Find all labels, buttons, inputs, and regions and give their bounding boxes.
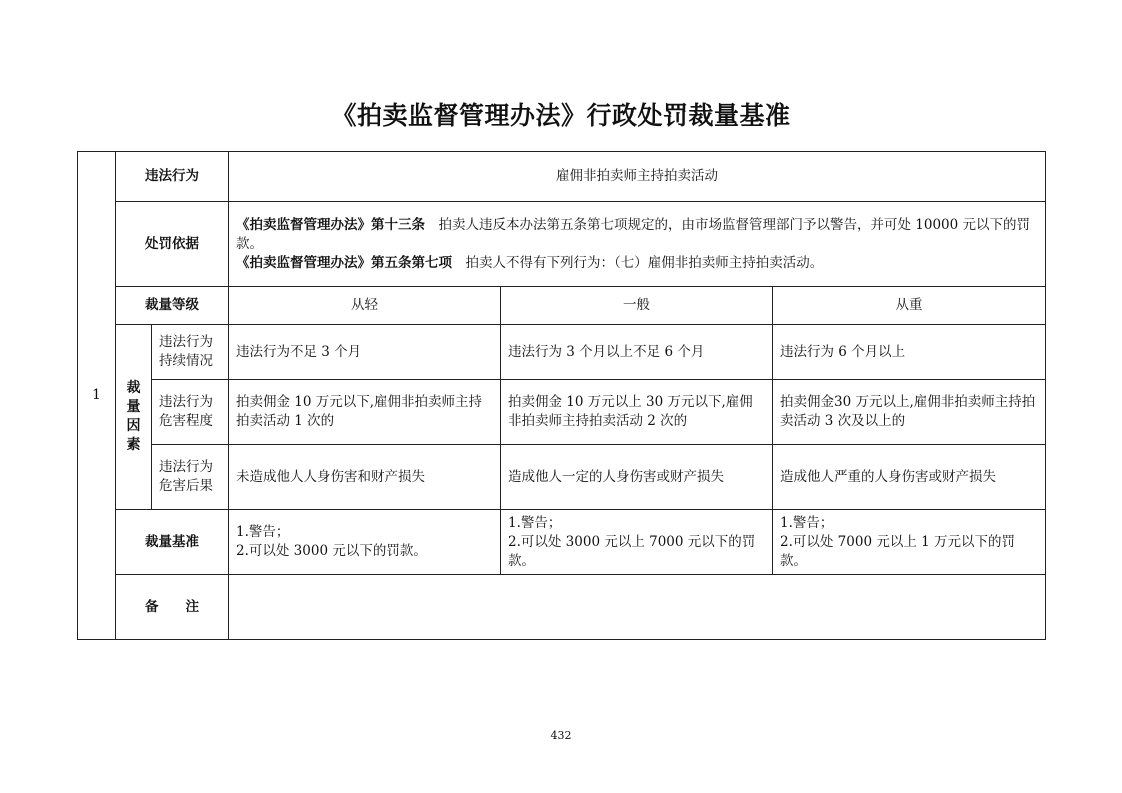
factor-label — [116, 325, 152, 510]
factor-label-char: 因 — [126, 418, 141, 434]
factor-value: 拍卖佣金30 万元以上,雇佣非拍卖师主持拍卖活动 3 次及以上的 — [773, 380, 1046, 445]
factor-label-char: 量 — [126, 399, 141, 415]
standard-line: 2.可以处 3000 元以下的罚款。 — [236, 543, 427, 559]
factor-name: 违法行为危害后果 — [152, 445, 229, 510]
factor-value: 造成他人一定的人身伤害或财产损失 — [501, 445, 773, 510]
remarks-row — [78, 575, 1046, 640]
standard-heavy — [773, 510, 1046, 575]
standard-normal — [501, 510, 773, 575]
level-light: 从轻 — [229, 287, 501, 325]
factor-value: 违法行为 6 个月以上 — [773, 325, 1046, 380]
level-label: 裁量等级 — [116, 287, 229, 325]
factor-row — [78, 380, 1046, 445]
basis-body: 拍卖人违反本办法第五条第七项规定的，由市场监督管理部门予以警告，并可处 10000 元以下的罚款。 — [236, 216, 1031, 252]
level-heavy: 从重 — [773, 287, 1046, 325]
row-number: 1 — [78, 152, 116, 640]
remarks-value — [229, 575, 1046, 640]
violation-label: 违法行为 — [116, 152, 229, 202]
level-row — [78, 287, 1046, 325]
factor-value: 拍卖佣金 10 万元以下,雇佣非拍卖师主持拍卖活动 1 次的 — [229, 380, 501, 445]
factor-value: 未造成他人人身伤害和财产损失 — [229, 445, 501, 510]
standard-line: 2.可以处 7000 元以上 1 万元以下的罚款。 — [780, 533, 1015, 569]
basis-line-2 — [236, 254, 1038, 273]
violation-value: 雇佣非拍卖师主持拍卖活动 — [229, 152, 1046, 202]
basis-row — [78, 202, 1046, 287]
standard-line: 1.警告； — [780, 514, 834, 531]
basis-ref: 《拍卖监督管理办法》第十三条 — [236, 216, 425, 233]
page-title: 《拍卖监督管理办法》行政处罚裁量基准 — [331, 101, 791, 130]
violation-row — [78, 152, 1046, 202]
standard-line: 1.警告； — [508, 514, 562, 531]
factor-value: 造成他人严重的人身伤害或财产损失 — [773, 445, 1046, 510]
level-normal: 一般 — [501, 287, 773, 325]
factor-row — [78, 445, 1046, 510]
factor-label-char: 裁 — [126, 380, 141, 396]
factor-label-char: 素 — [126, 437, 141, 453]
factor-row — [78, 325, 1046, 380]
basis-label: 处罚依据 — [116, 202, 229, 287]
basis-line-1 — [236, 216, 1038, 254]
basis-text — [229, 202, 1046, 287]
factor-value: 违法行为 3 个月以上不足 6 个月 — [501, 325, 773, 380]
factor-value: 违法行为不足 3 个月 — [229, 325, 501, 380]
standard-light — [229, 510, 501, 575]
remarks-label: 备 注 — [116, 575, 229, 640]
standard-line: 1.警告； — [236, 524, 290, 540]
page-number: 432 — [550, 729, 572, 742]
factor-value: 拍卖佣金 10 万元以上 30 万元以下,雇佣非拍卖师主持拍卖活动 2 次的 — [501, 380, 773, 445]
basis-ref: 《拍卖监督管理办法》第五条第七项 — [236, 254, 452, 271]
penalty-table — [77, 151, 1046, 640]
basis-body: 拍卖人不得有下列行为：（七）雇佣非拍卖师主持拍卖活动。 — [452, 254, 824, 271]
factor-name: 违法行为持续情况 — [152, 325, 229, 380]
standard-row — [78, 510, 1046, 575]
factor-name: 违法行为危害程度 — [152, 380, 229, 445]
standard-label: 裁量基准 — [116, 510, 229, 575]
standard-line: 2.可以处 3000 元以上 7000 元以下的罚款。 — [508, 533, 756, 569]
